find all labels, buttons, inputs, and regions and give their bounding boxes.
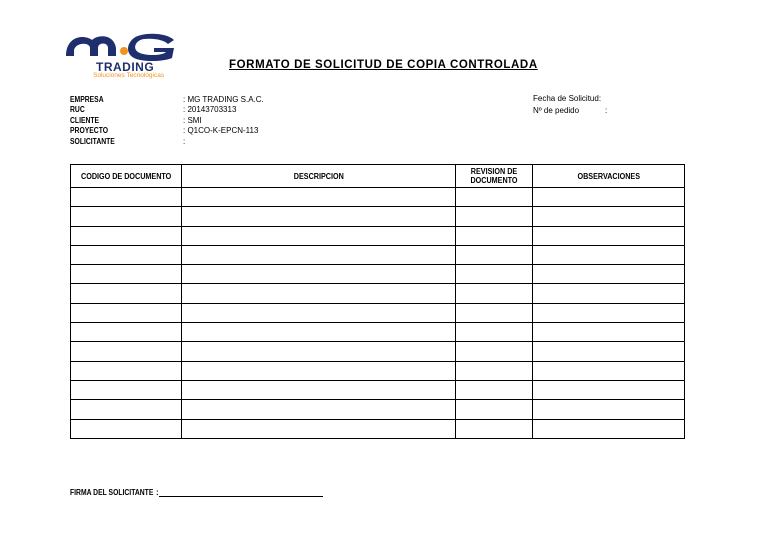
table-cell[interactable] <box>456 419 533 438</box>
table-row <box>71 323 685 342</box>
table-body <box>71 188 685 439</box>
numero-pedido-label: Nº de pedido <box>533 106 580 115</box>
table-cell[interactable] <box>181 323 455 342</box>
field-label: PROYECTO <box>70 126 109 135</box>
header-codigo: CODIGO DE DOCUMENTO <box>71 165 182 188</box>
table-row <box>71 226 685 245</box>
table-cell[interactable] <box>456 303 533 322</box>
table-cell[interactable] <box>181 207 455 226</box>
table-cell[interactable] <box>181 361 455 380</box>
table-cell[interactable] <box>456 284 533 303</box>
table-row <box>71 400 685 419</box>
table-cell[interactable] <box>533 207 685 226</box>
table-cell[interactable] <box>533 245 685 264</box>
table-cell[interactable] <box>456 245 533 264</box>
table-cell[interactable] <box>533 284 685 303</box>
table-row <box>71 207 685 226</box>
numero-pedido-value: : <box>605 106 608 115</box>
signature-field <box>70 488 168 497</box>
table-cell[interactable] <box>71 361 182 380</box>
table-cell[interactable] <box>533 342 685 361</box>
field-value: : <box>183 137 186 146</box>
page-title: FORMATO DE SOLICITUD DE COPIA CONTROLADA <box>229 59 538 71</box>
field-label: CLIENTE <box>70 116 100 125</box>
table-cell[interactable] <box>456 207 533 226</box>
table-row <box>71 380 685 399</box>
field-value: : SMI <box>183 116 202 125</box>
logo-tagline: Soluciones Tecnológicas <box>93 72 165 79</box>
table-cell[interactable] <box>71 400 182 419</box>
table-cell[interactable] <box>71 284 182 303</box>
table-cell[interactable] <box>533 303 685 322</box>
field-value: : Q1CO-K-EPCN-113 <box>183 126 259 135</box>
table-row <box>71 265 685 284</box>
header-descripcion: DESCRIPCION <box>181 165 455 188</box>
table-cell[interactable] <box>456 342 533 361</box>
table-row <box>71 188 685 207</box>
table-cell[interactable] <box>456 400 533 419</box>
table-cell[interactable] <box>533 265 685 284</box>
table-cell[interactable] <box>456 380 533 399</box>
table-cell[interactable] <box>181 419 455 438</box>
header-revision: REVISION DE DOCUMENTO <box>456 165 533 188</box>
table-cell[interactable] <box>456 323 533 342</box>
signature-label: FIRMA DEL SOLICITANTE <box>70 488 154 497</box>
table-cell[interactable] <box>71 188 182 207</box>
table-cell[interactable] <box>533 380 685 399</box>
table-cell[interactable] <box>181 188 455 207</box>
table-cell[interactable] <box>533 361 685 380</box>
table-cell[interactable] <box>181 245 455 264</box>
table-cell[interactable] <box>181 284 455 303</box>
field-value: : MG TRADING S.A.C. <box>183 95 264 104</box>
table-cell[interactable] <box>71 342 182 361</box>
table-row <box>71 361 685 380</box>
fecha-solicitud-label: Fecha de Solicitud: <box>533 94 602 103</box>
field-label: EMPRESA <box>70 95 104 104</box>
table-cell[interactable] <box>71 303 182 322</box>
table-row <box>71 419 685 438</box>
table-cell[interactable] <box>533 188 685 207</box>
documents-table <box>70 164 685 439</box>
table-cell[interactable] <box>181 380 455 399</box>
table-cell[interactable] <box>71 207 182 226</box>
table-cell[interactable] <box>533 419 685 438</box>
table-cell[interactable] <box>181 226 455 245</box>
table-header-row <box>71 165 685 188</box>
table-cell[interactable] <box>533 323 685 342</box>
table-row <box>71 303 685 322</box>
table-cell[interactable] <box>181 400 455 419</box>
logo-trading-text: TRADING <box>96 60 155 74</box>
table-cell[interactable] <box>456 265 533 284</box>
signature-colon: : <box>156 488 159 497</box>
field-label: RUC <box>70 105 85 114</box>
table-cell[interactable] <box>456 188 533 207</box>
table-cell[interactable] <box>71 245 182 264</box>
signature-line[interactable] <box>159 496 323 497</box>
table-cell[interactable] <box>456 361 533 380</box>
table-cell[interactable] <box>71 380 182 399</box>
table-cell[interactable] <box>533 226 685 245</box>
table-cell[interactable] <box>533 400 685 419</box>
field-value: : 20143703313 <box>183 105 237 114</box>
field-label: SOLICITANTE <box>70 137 115 146</box>
table-row <box>71 245 685 264</box>
table-cell[interactable] <box>181 303 455 322</box>
table-cell[interactable] <box>71 226 182 245</box>
table-cell[interactable] <box>71 265 182 284</box>
table-cell[interactable] <box>71 323 182 342</box>
header-observaciones: OBSERVACIONES <box>533 165 685 188</box>
table-cell[interactable] <box>456 226 533 245</box>
table-row <box>71 342 685 361</box>
table-cell[interactable] <box>181 265 455 284</box>
table-cell[interactable] <box>181 342 455 361</box>
table-cell[interactable] <box>71 419 182 438</box>
table-row <box>71 284 685 303</box>
